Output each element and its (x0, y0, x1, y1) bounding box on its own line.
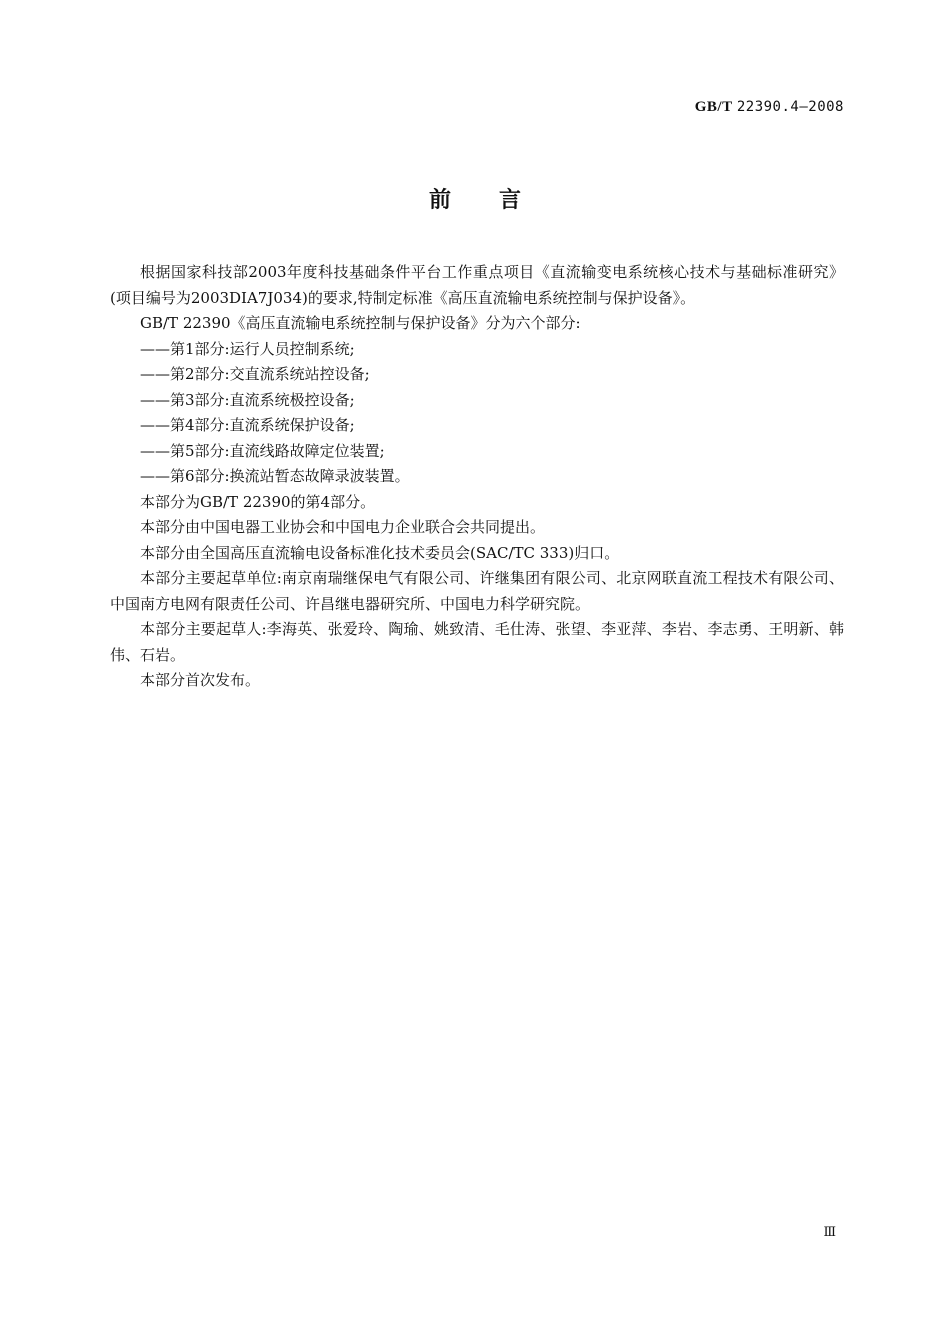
standard-code: 22390.4—2008 (736, 99, 844, 115)
standard-prefix: GB/T (694, 99, 733, 115)
paragraph: 本部分由中国电器工业协会和中国电力企业联合会共同提出。 (140, 518, 546, 536)
paragraph: GB/T 22390《高压直流输电系统控制与保护设备》分为六个部分: (140, 314, 581, 332)
paragraph: 本部分首次发布。 (140, 671, 261, 689)
list-item: ——第3部分:直流系统极控设备; (140, 390, 355, 409)
list-item: ——第2部分:交直流系统站控设备; (140, 365, 370, 383)
page-title (0, 183, 950, 214)
paragraph: 根据国家科技部2003年度科技基础条件平台工作重点项目《直流输变电系统核心技术与基础标准研究》(项目编号为2003DIA7J034)的要求,特制定标准《高压直流输电系统控制与保护设备》。 (110, 263, 844, 307)
list-item: ——第1部分:运行人员控制系统; (140, 339, 355, 358)
paragraph: 本部分为GB/T 22390的第4部分。 (140, 492, 376, 511)
list-item: ——第6部分:换流站暂态故障录波装置。 (140, 467, 410, 485)
list-item: ——第4部分:直流系统保护设备; (140, 416, 355, 434)
page-number: Ⅲ (823, 1224, 836, 1239)
paragraph: 本部分主要起草人:李海英、张爱玲、陶瑜、姚致清、毛仕涛、张望、李亚萍、李岩、李志勇、王明新、韩伟、石岩。 (110, 620, 844, 664)
list-item: ——第5部分:直流线路故障定位装置; (140, 441, 385, 460)
paragraph: 本部分由全国高压直流输电设备标准化技术委员会(SAC/TC 333)归口。 (140, 543, 620, 562)
standard-number (695, 99, 844, 116)
title-char-1: 前 (428, 188, 451, 213)
foreword-body (110, 260, 844, 694)
paragraph: 本部分主要起草单位:南京南瑞继保电气有限公司、许继集团有限公司、北京网联直流工程技术有限公司、中国南方电网有限责任公司、许昌继电器研究所、中国电力科学研究院。 (110, 569, 844, 613)
title-char-2: 言 (499, 188, 522, 213)
